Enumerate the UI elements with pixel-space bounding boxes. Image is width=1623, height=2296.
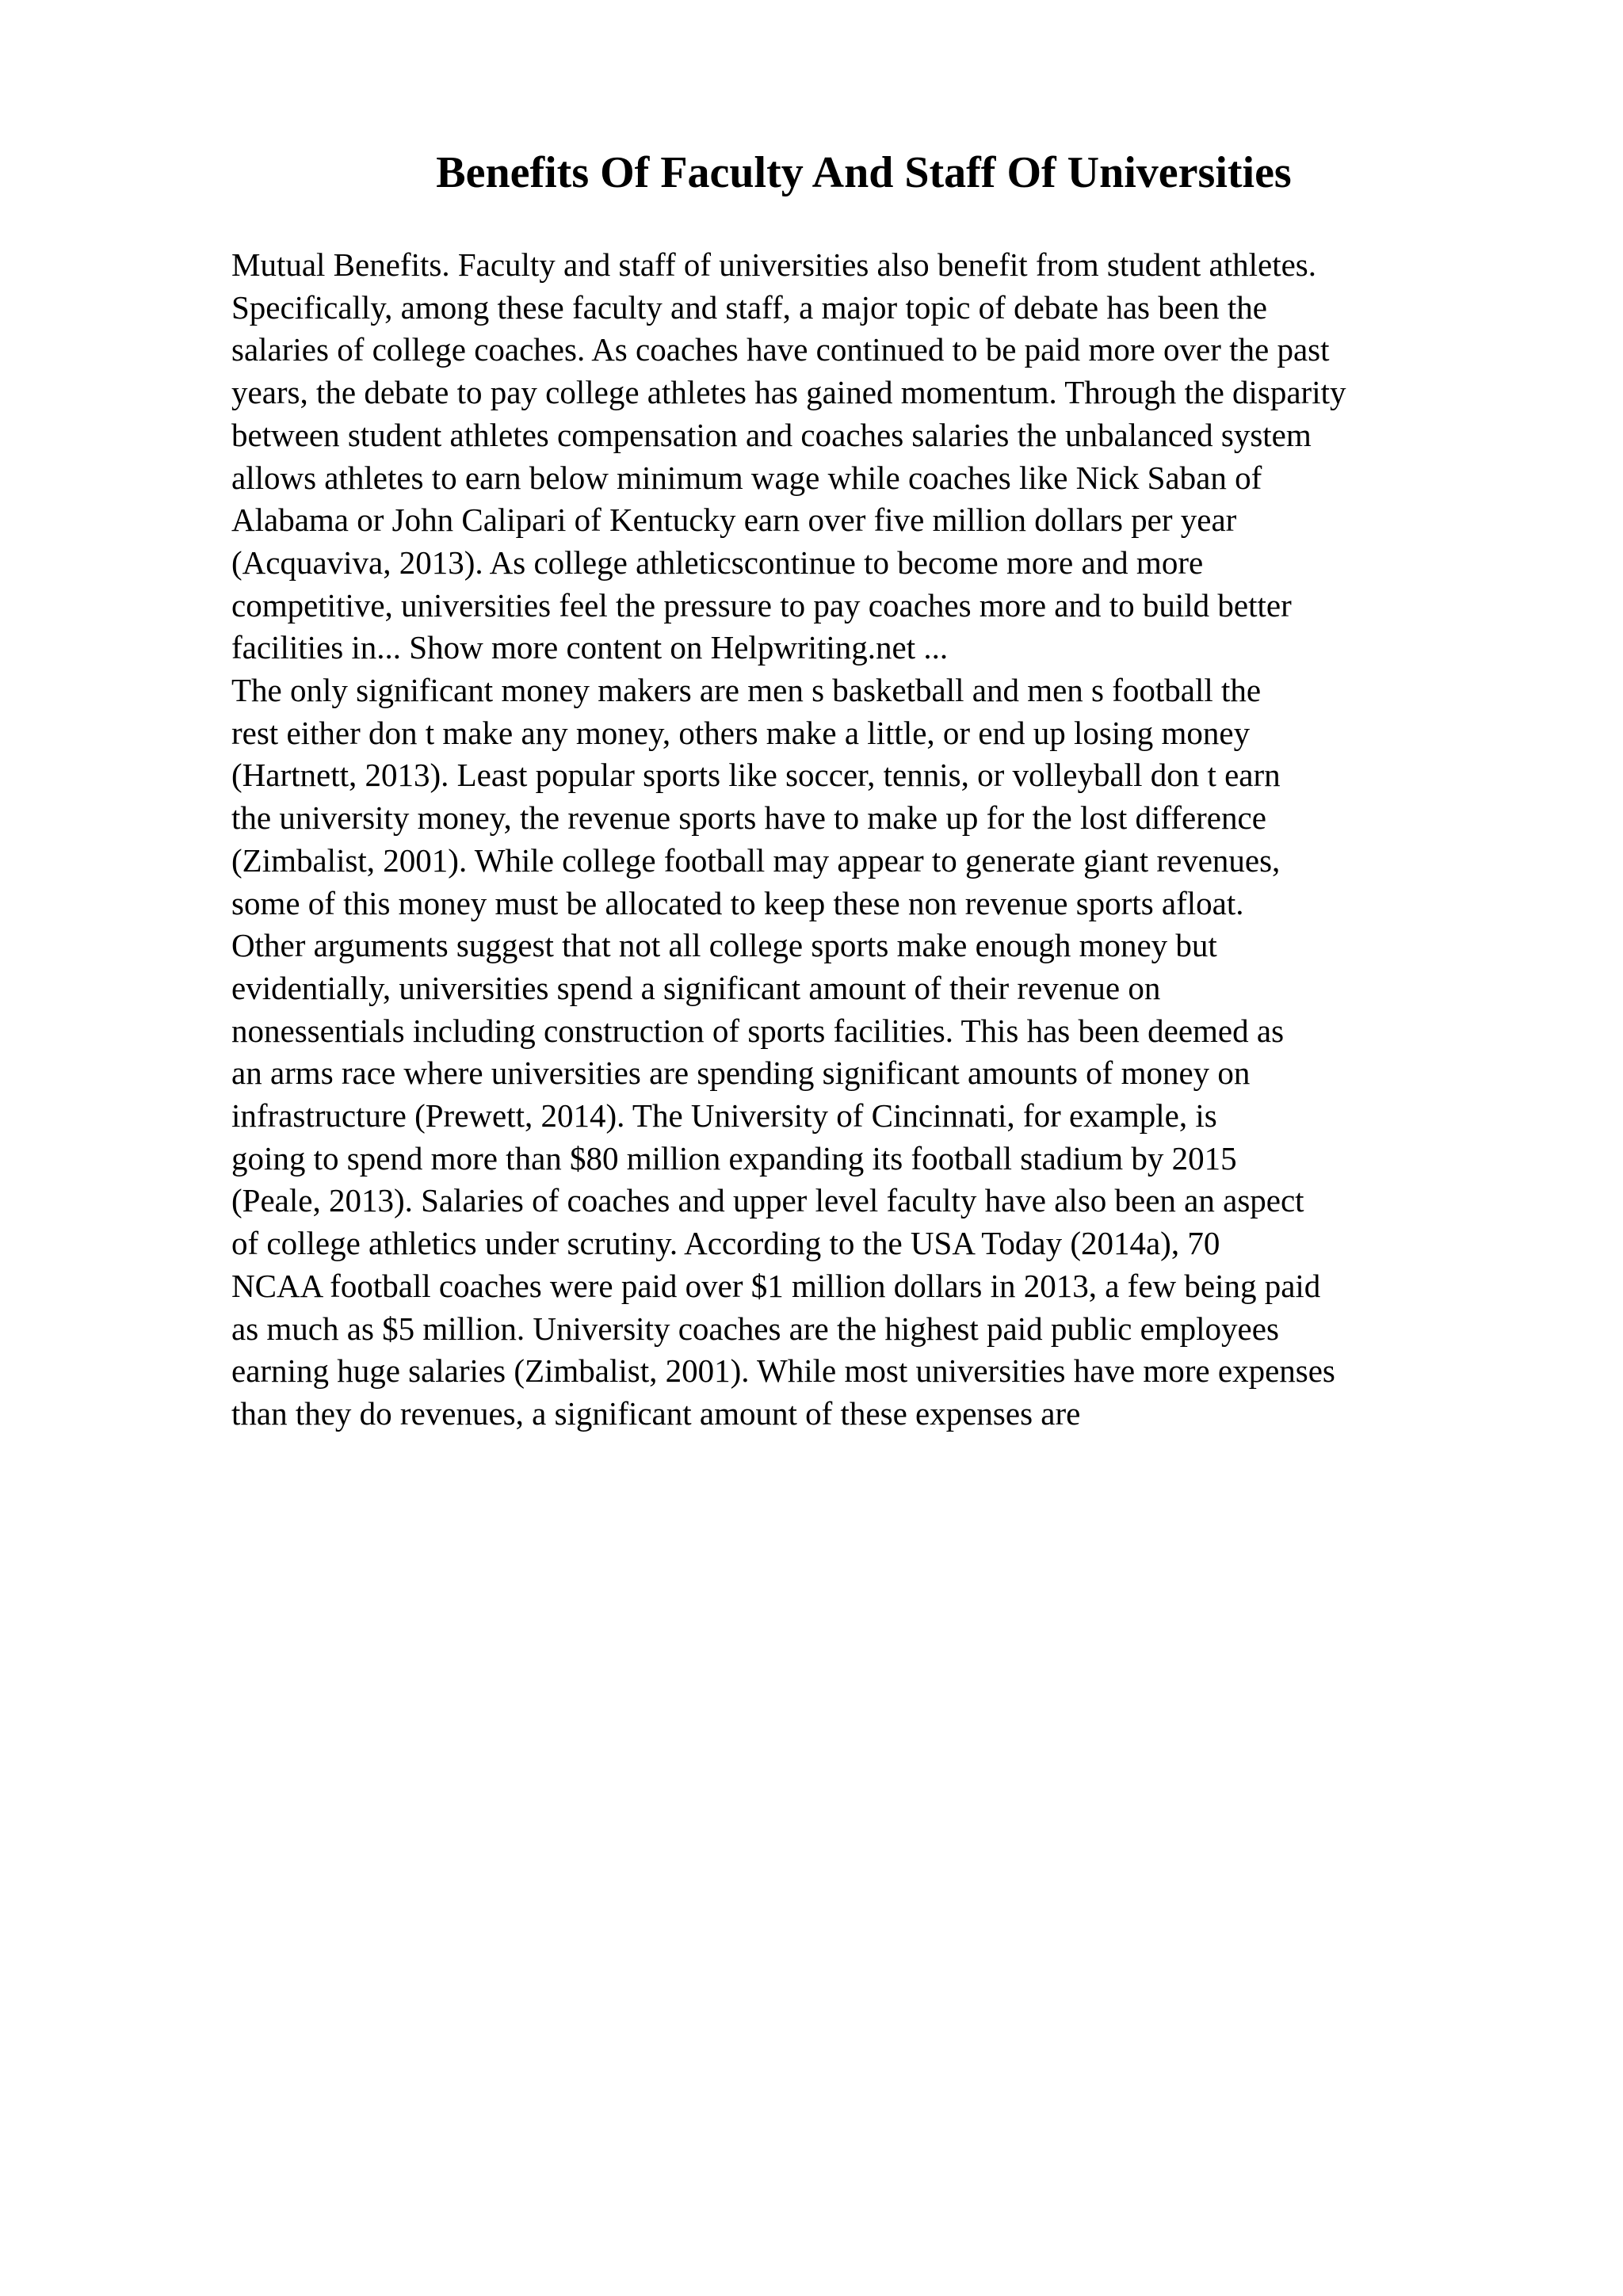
body-line: between student athletes compensation and coaches salaries the unbalanced system bbox=[231, 416, 1312, 453]
document-body bbox=[231, 244, 1594, 1436]
body-line: (Hartnett, 2013). Least popular sports like soccer, tennis, or volleyball don t earn bbox=[231, 757, 1281, 794]
body-line: of college athletics under scrutiny. According to the USA Today (2014a), 70 bbox=[231, 1225, 1220, 1262]
body-line: facilities in... Show more content on Helpwriting.net ... bbox=[231, 629, 949, 666]
body-line: (Peale, 2013). Salaries of coaches and upper level faculty have also been an aspect bbox=[231, 1182, 1304, 1219]
body-line: competitive, universities feel the pressure to pay coaches more and to build better bbox=[231, 586, 1292, 624]
body-line: Alabama or John Calipari of Kentucky earn over five million dollars per year bbox=[231, 502, 1237, 539]
body-line: Other arguments suggest that not all college sports make enough money but bbox=[231, 927, 1217, 964]
body-line: NCAA football coaches were paid over $1 million dollars in 2013, a few being paid bbox=[231, 1267, 1321, 1304]
body-line: Mutual Benefits. Faculty and staff of universities also benefit from student athletes. bbox=[231, 246, 1317, 283]
body-line: The only significant money makers are men s basketball and men s football the bbox=[231, 672, 1262, 709]
body-line: as much as $5 million. University coaches are the highest paid public employees bbox=[231, 1310, 1279, 1347]
body-line: (Acquaviva, 2013). As college athleticscontinue to become more and more bbox=[231, 543, 1204, 581]
body-line: evidentially, universities spend a significant amount of their revenue on bbox=[231, 969, 1161, 1006]
body-line: earning huge salaries (Zimbalist, 2001). While most universities have more expenses bbox=[231, 1352, 1335, 1390]
body-line: allows athletes to earn below minimum wage while coaches like Nick Saban of bbox=[231, 459, 1262, 496]
body-line: an arms race where universities are spending significant amounts of money on bbox=[231, 1055, 1251, 1092]
body-line: rest either don t make any money, others make a little, or end up losing money bbox=[231, 714, 1251, 751]
body-line: years, the debate to pay college athletes has gained momentum. Through the disparity bbox=[231, 374, 1346, 411]
body-line: the university money, the revenue sports have to make up for the lost difference bbox=[231, 799, 1266, 837]
body-line: (Zimbalist, 2001). While college football may appear to generate giant revenues, bbox=[231, 841, 1281, 879]
body-line: salaries of college coaches. As coaches have continued to be paid more over the past bbox=[231, 331, 1330, 368]
body-line: Specifically, among these faculty and staff, a major topic of debate has been the bbox=[231, 288, 1267, 326]
body-line: nonessentials including construction of sports facilities. This has been deemed as bbox=[231, 1012, 1285, 1049]
body-line: some of this money must be allocated to keep these non revenue sports afloat. bbox=[231, 884, 1244, 921]
document-title: Benefits Of Faculty And Staff Of Universities bbox=[436, 148, 1292, 197]
body-line: than they do revenues, a significant amount of these expenses are bbox=[231, 1394, 1081, 1432]
body-line: infrastructure (Prewett, 2014). The University of Cincinnati, for example, is bbox=[231, 1097, 1217, 1135]
body-line: going to spend more than $80 million expanding its football stadium by 2015 bbox=[231, 1139, 1237, 1177]
